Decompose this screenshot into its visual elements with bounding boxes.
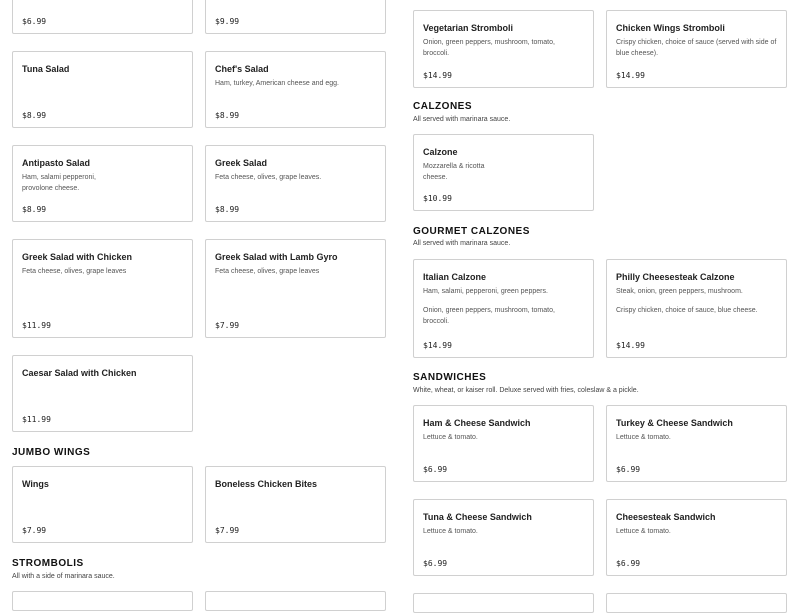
menu-item-turkey-cheese-sandwich[interactable] (606, 405, 787, 482)
menu-item-chefs-salad[interactable] (205, 51, 386, 128)
item-description: Onion, green peppers, mushroom, tomato, broccoli. (423, 39, 555, 57)
item-price: $14.99 (423, 71, 452, 80)
menu-item-card[interactable] (12, 591, 193, 611)
item-description: Ham, salami, pepperoni, green peppers. (423, 288, 548, 295)
item-price: $8.99 (22, 205, 47, 214)
item-price: $7.99 (22, 526, 47, 535)
item-description: Ham, turkey, American cheese and egg. (215, 80, 339, 87)
item-price: $8.99 (215, 111, 240, 120)
item-price: $11.99 (22, 415, 51, 424)
item-price: $6.99 (423, 465, 448, 474)
item-description: Lettuce & tomato. (423, 528, 478, 535)
item-description: Lettuce & tomato. (616, 528, 671, 535)
item-price: $7.99 (215, 321, 240, 330)
section-title-calzones: CALZONES (413, 101, 472, 112)
item-name: Ham & Cheese Sandwich (423, 418, 531, 428)
item-name: Calzone (423, 147, 458, 157)
menu-item-card[interactable] (205, 0, 386, 34)
menu-item-ham-cheese-sandwich[interactable] (413, 405, 594, 482)
item-description: Lettuce & tomato. (423, 434, 478, 441)
menu-item-card[interactable] (606, 593, 787, 613)
menu-item-card[interactable] (413, 593, 594, 613)
section-title-strombolis: STROMBOLIS (12, 558, 84, 569)
item-price: $11.99 (22, 321, 51, 330)
section-subtitle-sandwiches: White, wheat, or kaiser roll. Deluxe served with fries, coleslaw & a pickle. (413, 387, 639, 394)
section-subtitle-gourmet-calzones: All served with marinara sauce. (413, 240, 511, 247)
item-name: Greek Salad with Chicken (22, 252, 133, 262)
item-price: $6.99 (423, 559, 448, 568)
menu-item-boneless-chicken-bites[interactable] (205, 466, 386, 543)
item-price: $10.99 (423, 194, 452, 203)
item-price: $6.99 (22, 17, 47, 26)
item-price: $6.99 (616, 465, 641, 474)
menu-item-greek-salad[interactable] (205, 145, 386, 222)
item-name: Antipasto Salad (22, 158, 91, 168)
section-title-sandwiches: SANDWICHES (413, 372, 487, 383)
item-price: $6.99 (616, 559, 641, 568)
menu-item-card[interactable] (205, 591, 386, 611)
menu-item-calzone[interactable] (413, 134, 594, 211)
item-price: $9.99 (215, 17, 240, 26)
menu-item-greek-salad-lamb-gyro[interactable] (205, 239, 386, 338)
item-name: Vegetarian Stromboli (423, 23, 514, 33)
menu-item-greek-salad-chicken[interactable] (12, 239, 193, 338)
menu-item-tuna-salad[interactable] (12, 51, 193, 128)
item-name: Tuna Salad (22, 64, 70, 74)
section-subtitle-calzones: All served with marinara sauce. (413, 116, 511, 123)
section-subtitle-strombolis: All with a side of marinara sauce. (12, 573, 115, 580)
menu-item-italian-calzone[interactable] (413, 259, 594, 358)
item-name: Chef's Salad (215, 64, 269, 74)
item-price: $7.99 (215, 526, 240, 535)
section-title-jumbo-wings: JUMBO WINGS (12, 447, 91, 458)
item-description: Mozzarella & ricotta cheese. (423, 163, 485, 181)
item-price: $14.99 (423, 341, 452, 350)
item-name: Wings (22, 479, 49, 489)
item-price: $8.99 (22, 111, 47, 120)
item-name: Chicken Wings Stromboli (616, 23, 725, 33)
item-description-secondary: Onion, green peppers, mushroom, tomato, broccoli. (423, 307, 555, 325)
menu-item-vegetarian-stromboli[interactable] (413, 10, 594, 88)
item-name: Cheesesteak Sandwich (616, 512, 716, 522)
menu-item-philly-cheesesteak-calzone[interactable] (606, 259, 787, 358)
menu-item-antipasto-salad[interactable] (12, 145, 193, 222)
menu-item-caesar-salad-chicken[interactable] (12, 355, 193, 432)
item-description: Feta cheese, olives, grape leaves. (215, 174, 322, 181)
item-description: Feta cheese, olives, grape leaves (22, 268, 127, 275)
item-name: Tuna & Cheese Sandwich (423, 512, 532, 522)
section-title-gourmet-calzones: GOURMET CALZONES (413, 226, 530, 237)
menu-item-tuna-cheese-sandwich[interactable] (413, 499, 594, 576)
item-description: Lettuce & tomato. (616, 434, 671, 441)
item-price: $14.99 (616, 71, 645, 80)
item-name: Boneless Chicken Bites (215, 479, 318, 489)
item-description: Crispy chicken, choice of sauce (served with side of blue cheese). (616, 39, 777, 57)
item-price: $8.99 (215, 205, 240, 214)
item-name: Greek Salad (215, 158, 268, 168)
menu-item-card[interactable] (12, 0, 193, 34)
item-price: $14.99 (616, 341, 645, 350)
item-description-secondary: Crispy chicken, choice of sauce, blue cheese. (616, 307, 758, 314)
menu-item-wings[interactable] (12, 466, 193, 543)
menu-item-cheesesteak-sandwich[interactable] (606, 499, 787, 576)
item-description: Feta cheese, olives, grape leaves (215, 268, 320, 275)
item-name: Caesar Salad with Chicken (22, 368, 137, 378)
item-name: Turkey & Cheese Sandwich (616, 418, 733, 428)
item-description: Steak, onion, green peppers, mushroom. (616, 288, 743, 295)
item-description: Ham, salami pepperoni, provolone cheese. (22, 174, 96, 192)
menu-item-chicken-wings-stromboli[interactable] (606, 10, 787, 88)
item-name: Philly Cheesesteak Calzone (616, 272, 735, 282)
item-name: Greek Salad with Lamb Gyro (215, 252, 338, 262)
item-name: Italian Calzone (423, 272, 487, 282)
